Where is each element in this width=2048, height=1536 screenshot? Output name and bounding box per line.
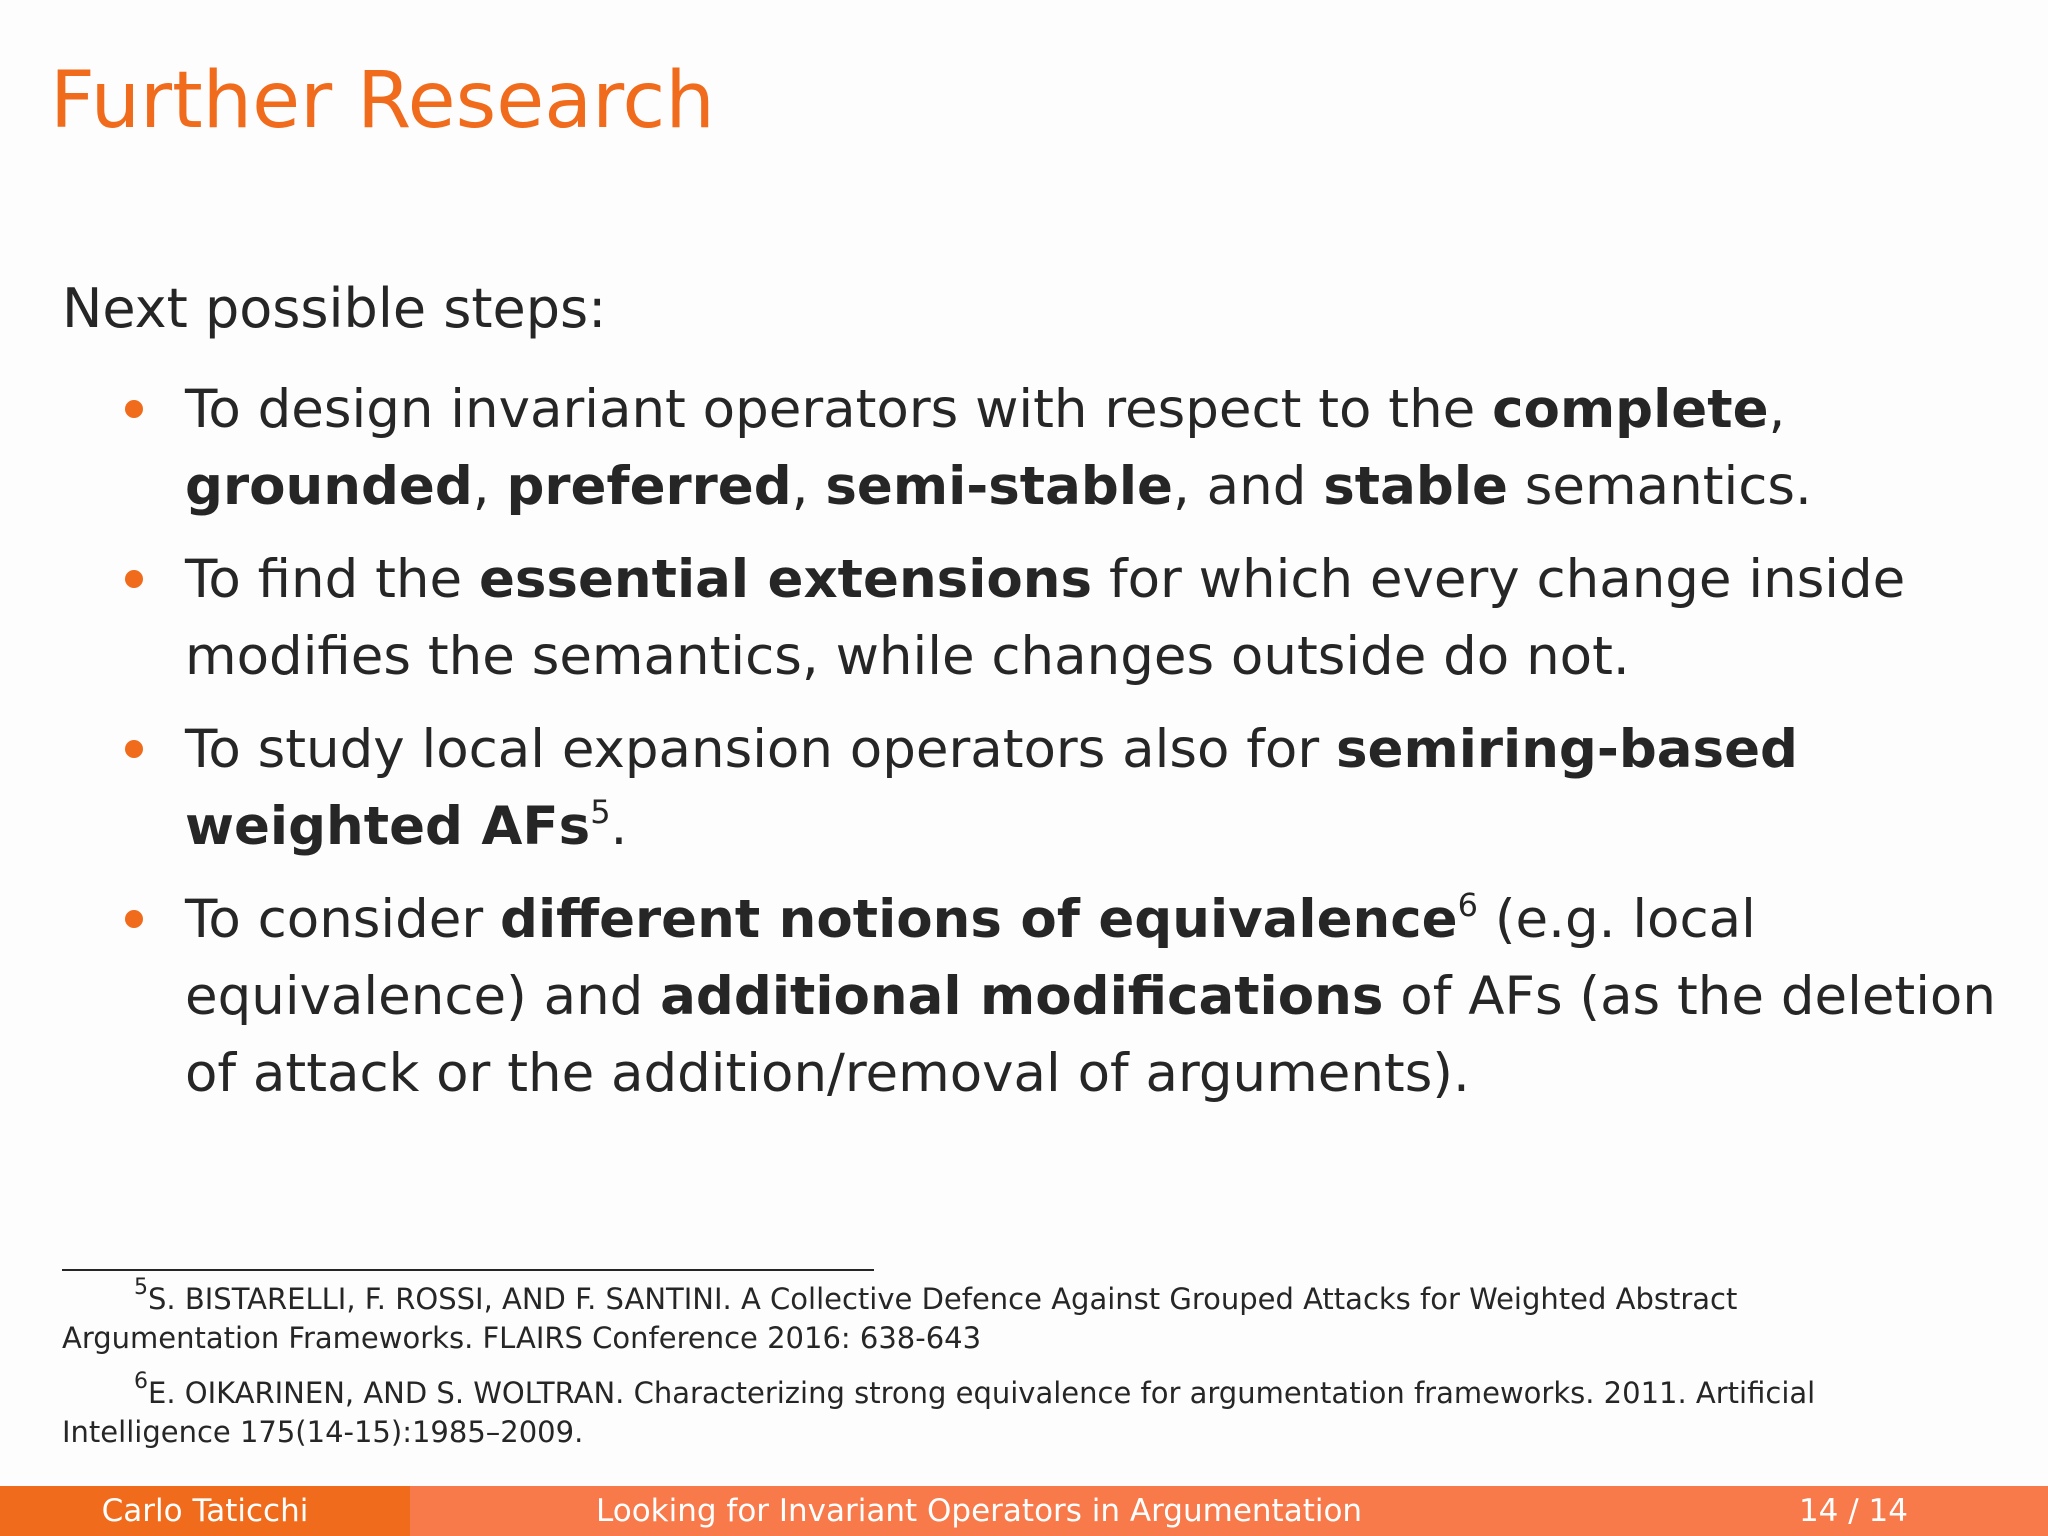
footnote-mark: 6 xyxy=(134,1369,148,1395)
footer-title-section xyxy=(410,1486,2048,1536)
slide-title: Further Research xyxy=(50,56,715,146)
bullet-item xyxy=(185,881,2015,1112)
bullet-bold: stable xyxy=(1323,456,1508,517)
bullet-bold: different notions of equivalence xyxy=(500,889,1458,950)
bullet-text: To find the xyxy=(185,549,479,610)
bullet-bold: essential extensions xyxy=(478,549,1093,610)
bullet-text: (e.g. local equivalence) and xyxy=(185,889,1756,1027)
footer-bar xyxy=(0,1486,2048,1536)
bullet-bold: semi-stable xyxy=(825,456,1173,517)
footnote-item xyxy=(62,1369,1962,1452)
bullet-text: , xyxy=(791,456,826,517)
footnote-text: S. BISTARELLI, F. ROSSI, AND F. SANTINI. A Collective Defence Against Grouped Attacks for Weighted Abstract Argumentation Frameworks. FLAIRS Conference 2016: 638-643 xyxy=(62,1282,1738,1355)
bullet-text: , and xyxy=(1172,456,1324,517)
bullet-list xyxy=(185,371,2015,1128)
bullet-item xyxy=(185,711,2015,865)
footer-title: Looking for Invariant Operators in Argumentation xyxy=(596,1493,1363,1529)
bullet-item xyxy=(185,371,2015,525)
bullet-text: . xyxy=(610,796,628,857)
footnote-item xyxy=(62,1275,1962,1358)
footer-author: Carlo Taticchi xyxy=(0,1486,410,1536)
intro-text: Next possible steps: xyxy=(62,277,607,340)
bullet-bold: additional modifications xyxy=(660,966,1384,1027)
bullet-text: semantics. xyxy=(1507,456,1812,517)
bullet-text: for which every change inside modifies the semantics, while changes outside do not. xyxy=(185,549,1906,687)
footnote-reference: 6 xyxy=(1457,886,1478,925)
bullet-item xyxy=(185,541,2015,695)
bullet-bold: grounded xyxy=(185,456,473,517)
footnote-divider xyxy=(62,1269,874,1271)
footnotes xyxy=(62,1275,1962,1468)
footnote-mark: 5 xyxy=(134,1275,148,1301)
bullet-bold: preferred xyxy=(506,456,792,517)
bullet-text: To consider xyxy=(185,889,501,950)
bullet-dot-icon xyxy=(125,570,143,588)
bullet-dot-icon xyxy=(125,910,143,928)
bullet-text: , xyxy=(472,456,507,517)
bullet-text: To study local expansion operators also for xyxy=(185,719,1336,780)
bullet-dot-icon xyxy=(125,400,143,418)
footnote-reference: 5 xyxy=(590,793,611,832)
bullet-text: , xyxy=(1768,379,1786,440)
bullet-text: To design invariant operators with respect to the xyxy=(185,379,1493,440)
bullet-dot-icon xyxy=(125,740,143,758)
bullet-bold: semiring-based weighted AFs xyxy=(185,719,1798,857)
bullet-text: of AFs (as the deletion of attack or the addition/removal of arguments). xyxy=(185,966,1996,1104)
bullet-bold: complete xyxy=(1492,379,1769,440)
page-number: 14 / 14 xyxy=(1798,1493,1908,1529)
footnote-text: E. OIKARINEN, AND S. WOLTRAN. Characterizing strong equivalence for argumentation frameworks. 2011. Artificial Intelligence 175(14-15):1985–2009. xyxy=(62,1376,1816,1449)
